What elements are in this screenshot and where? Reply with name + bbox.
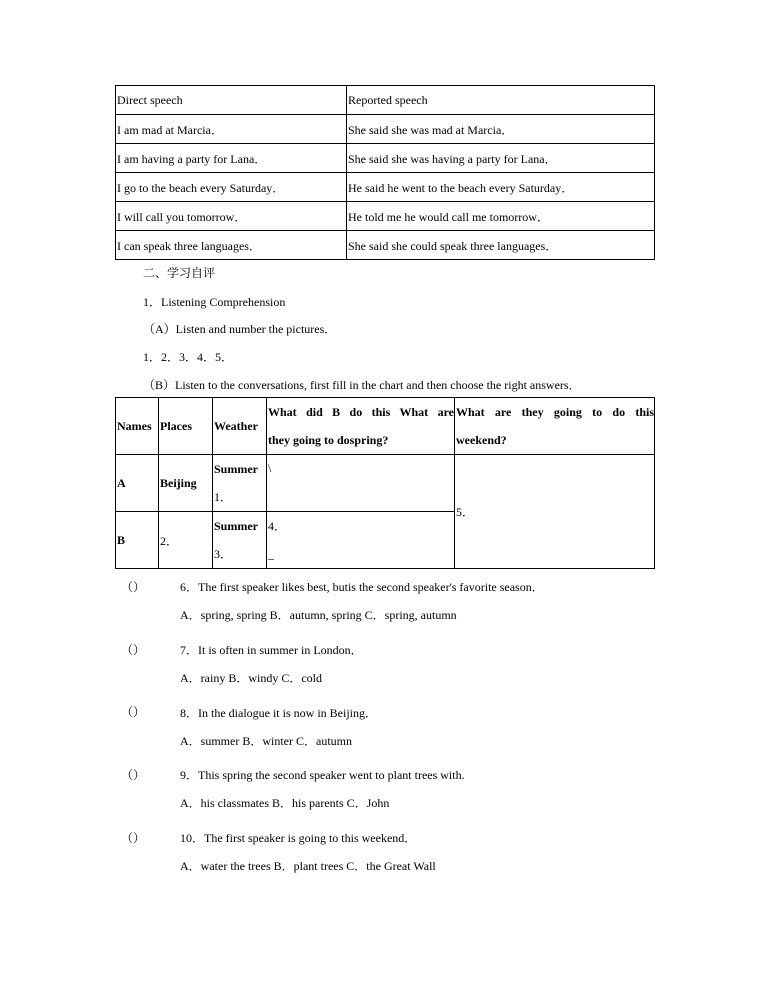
answer-paren: （） <box>121 580 146 594</box>
chart-row-a <box>116 455 655 512</box>
question-text: 8．In the dialogue it is now in Beijing． <box>180 706 377 720</box>
header-question-weekend-line2: weekend? <box>456 433 507 447</box>
header-places: Places <box>159 398 213 455</box>
question-options: A．spring, spring B．autumn, spring C．spring, autumn <box>180 608 457 622</box>
row-a-weather-label: Summer <box>214 462 258 476</box>
direct-cell: I will call you tomorrow． <box>116 202 347 231</box>
row-a-spring-answer: \ <box>267 455 455 512</box>
question-text: 10．The first speaker is going to this weekend． <box>180 831 417 845</box>
row-a-weather <box>213 455 267 512</box>
answer-paren: （） <box>121 705 146 719</box>
section-heading: 二、学习自评 <box>143 266 216 280</box>
table-row <box>116 173 655 202</box>
reported-cell: She said she was having a party for Lana． <box>347 144 655 173</box>
direct-cell: I can speak three languages． <box>116 231 347 260</box>
reported-cell: He told me he would call me tomorrow． <box>347 202 655 231</box>
question-text: 9．This spring the second speaker went to plant trees with. <box>180 768 465 782</box>
part-b-instruction: （B）Listen to the conversations, first fill in the chart and then choose the right answers． <box>143 378 581 392</box>
table-row <box>116 202 655 231</box>
header-question-spring-line1: What did B do this What are <box>268 405 454 419</box>
row-a-name: A <box>116 455 159 512</box>
question-options: A．rainy B．windy C．cold <box>180 671 322 685</box>
picture-numbers: 1．2．3．4．5． <box>143 350 234 364</box>
answer-paren: （） <box>121 831 146 845</box>
direct-cell: I go to the beach every Saturday． <box>116 173 347 202</box>
question-text: 6．The first speaker likes best, butis the second speaker's favorite season． <box>180 580 544 594</box>
header-names: Names <box>116 398 159 455</box>
row-b-weather <box>213 512 267 569</box>
row-b-place: 2． <box>159 512 213 569</box>
header-reported-speech: Reported speech <box>347 86 655 115</box>
conversation-chart <box>115 397 655 569</box>
row-b-spring-answer-line1: 4． <box>268 519 287 533</box>
row-b-weather-label: Summer <box>214 519 258 533</box>
weekend-answer: 5． <box>455 455 655 569</box>
chart-header-row <box>116 398 655 455</box>
direct-cell: I am having a party for Lana． <box>116 144 347 173</box>
item-listening-comprehension: 1．Listening Comprehension <box>143 295 286 309</box>
header-question-spring-line2: they going to dospring? <box>268 433 389 447</box>
reported-cell: She said she could speak three languages． <box>347 231 655 260</box>
row-a-weather-blank: 1． <box>214 490 233 504</box>
header-question-weekend-line1: What are they going to do this <box>456 405 654 419</box>
reported-cell: She said she was mad at Marcia． <box>347 115 655 144</box>
row-b-weather-blank: 3． <box>214 547 233 561</box>
table-header-row <box>116 86 655 115</box>
question-text: 7．It is often in summer in London． <box>180 643 363 657</box>
header-question-spring <box>267 398 455 455</box>
row-a-place: Beijing <box>159 455 213 512</box>
answer-paren: （） <box>121 643 146 657</box>
question-options: A．water the trees B．plant trees C．the Great Wall <box>180 859 436 873</box>
speech-table <box>115 85 655 260</box>
header-question-weekend <box>455 398 655 455</box>
reported-cell: He said he went to the beach every Saturday． <box>347 173 655 202</box>
table-row <box>116 144 655 173</box>
table-row <box>116 231 655 260</box>
part-a-instruction: （A）Listen and number the pictures． <box>143 322 337 336</box>
direct-cell: I am mad at Marcia． <box>116 115 347 144</box>
answer-paren: （） <box>121 768 146 782</box>
row-b-spring-answer <box>267 512 455 569</box>
header-direct-speech: Direct speech <box>116 86 347 115</box>
table-row <box>116 115 655 144</box>
header-weather: Weather <box>213 398 267 455</box>
question-options: A．summer B．winter C．autumn <box>180 734 352 748</box>
question-options: A．his classmates B．his parents C．John <box>180 796 390 810</box>
row-b-name: B <box>116 512 159 569</box>
row-b-spring-answer-line2: _ <box>268 547 274 561</box>
